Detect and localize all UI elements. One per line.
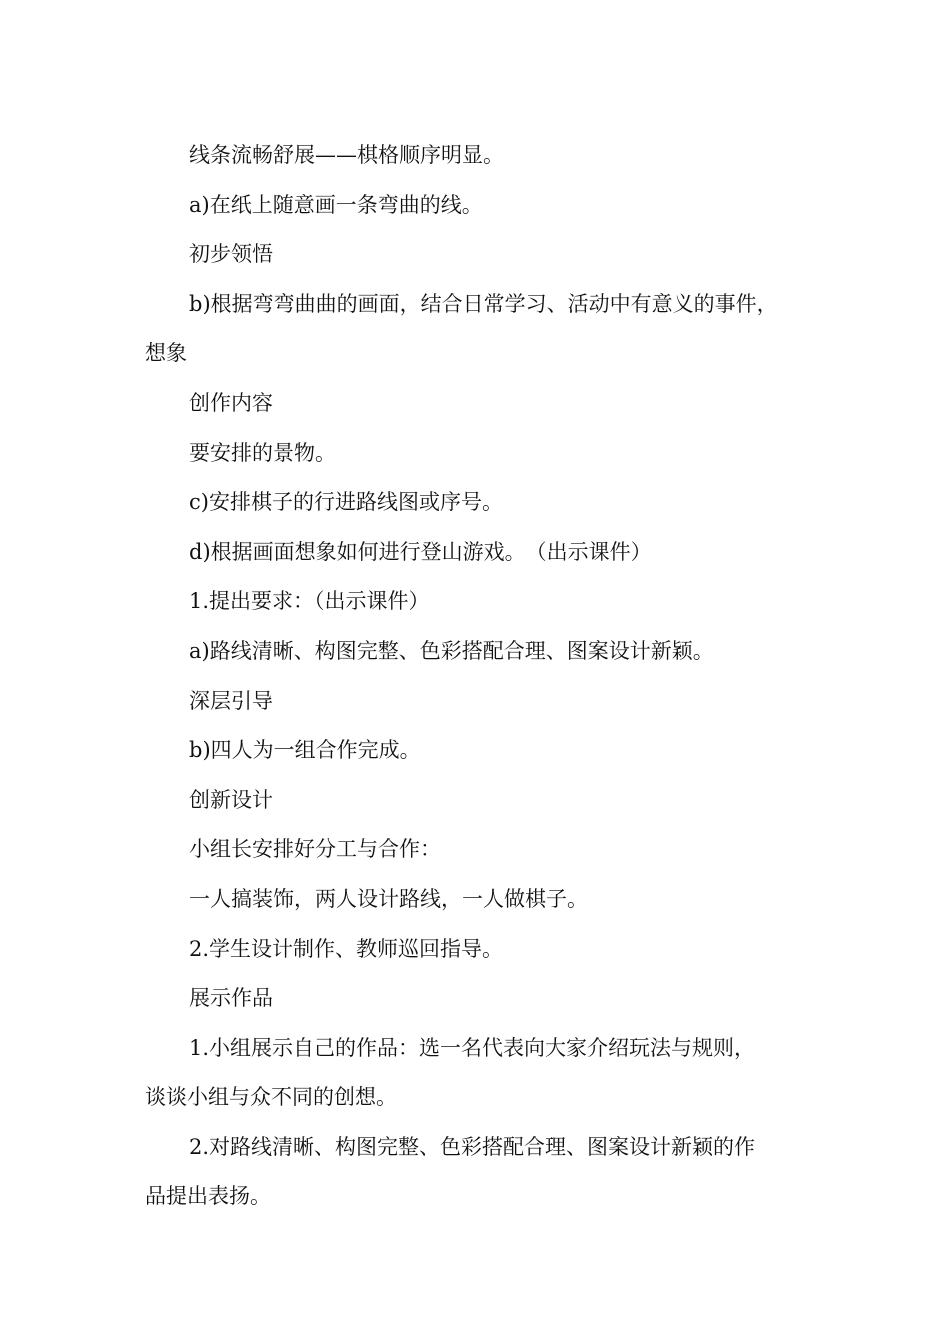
text-line: c)安排棋子的行进路线图或序号。 [189,490,503,515]
text-line: 线条流畅舒展——棋格顺序明显。 [189,143,504,167]
text-line: 2.学生设计制作、教师巡回指导。 [189,936,504,961]
text-line: 1.提出要求：（出示课件） [189,589,430,614]
text-line: 小组长安排好分工与合作： [189,837,441,862]
text-line: 创作内容 [189,390,273,415]
section-heading: 创新设计 [189,787,273,812]
text-line: b)四人为一组合作完成。 [189,738,421,763]
document-body [145,131,810,1222]
section-heading: 展示作品 [189,986,273,1011]
text-line: 1.小组展示自己的作品：选一名代表向大家介绍玩法与规则， [189,1035,756,1060]
text-line: 2.对路线清晰、构图完整、色彩搭配合理、图案设计新颖的作 [189,1134,756,1159]
text-line: 谈谈小组与众不同的创想。 [145,1085,397,1110]
text-line: a)路线清晰、构图完整、色彩搭配合理、图案设计新颖。 [189,638,714,663]
text-line: d)根据画面想象如何进行登山游戏。 （出示课件） [189,539,652,564]
text-line: 想象 [145,341,187,366]
text-line: 要安排的景物。 [189,440,336,465]
text-line: 一人搞装饰，两人设计路线，一人做棋子。 [189,886,588,911]
text-line: a)在纸上随意画一条弯曲的线。 [189,192,483,217]
section-heading: 深层引导 [189,688,273,713]
section-heading: 初步领悟 [189,242,273,267]
text-line: b)根据弯弯曲曲的画面，结合日常学习、活动中有意义的事件， [189,291,778,316]
text-line: 品提出表扬。 [145,1184,271,1209]
